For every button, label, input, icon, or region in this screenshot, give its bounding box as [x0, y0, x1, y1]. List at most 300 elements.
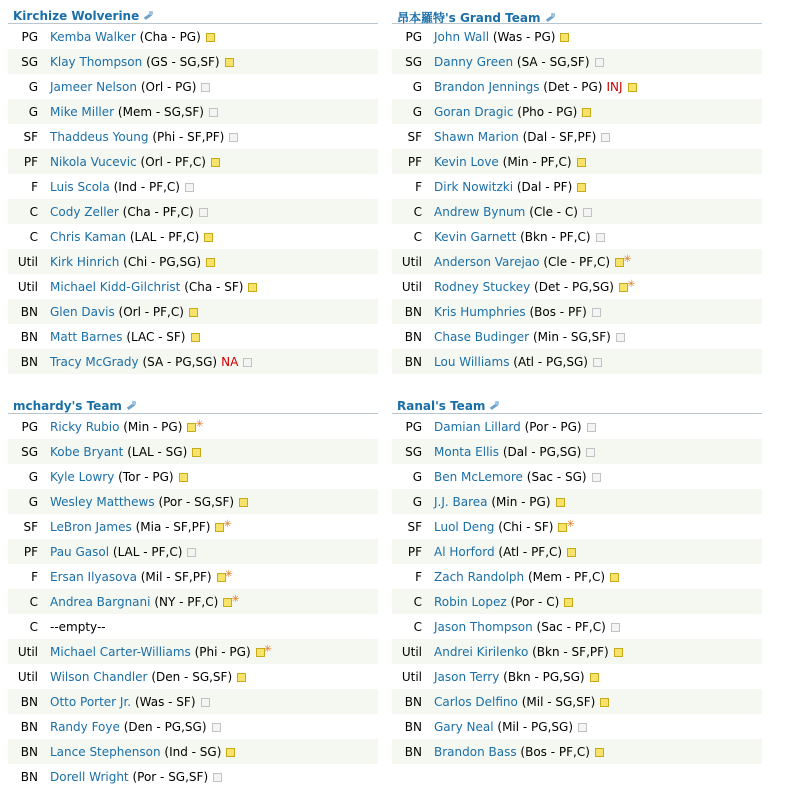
position-label: C: [29, 205, 38, 219]
note-icon[interactable]: [590, 673, 599, 682]
position-label: Util: [401, 670, 422, 684]
player-name-link[interactable]: Zach Randolph: [434, 570, 525, 584]
player-name-link[interactable]: Chris Kaman: [50, 230, 126, 244]
roster-row: [392, 174, 762, 199]
player-team-position: (Atl - PF,C): [498, 545, 563, 559]
note-icon[interactable]: [577, 158, 586, 167]
position-label: BN: [20, 720, 38, 734]
note-icon[interactable]: [206, 33, 215, 42]
roster-row: [392, 274, 762, 299]
roster-row: [8, 74, 378, 99]
player-cell: [434, 230, 605, 244]
player-cell: [50, 470, 188, 484]
player-name-link[interactable]: Cody Zeller: [50, 205, 119, 219]
note-icon[interactable]: [595, 58, 604, 67]
roster-row: [392, 614, 762, 639]
note-icon[interactable]: [206, 258, 215, 267]
player-cell: [50, 55, 234, 69]
player-team-position: (Min - PG): [123, 420, 183, 434]
roster-row: [392, 74, 762, 99]
roster-row: [8, 249, 378, 274]
player-team-position: (Min - PG): [491, 495, 551, 509]
player-cell: [50, 205, 208, 219]
player-team-position: (Cle - PF,C): [543, 255, 611, 269]
position-label: PF: [23, 545, 38, 559]
player-cell: [50, 670, 246, 684]
note-icon[interactable]: [564, 598, 573, 607]
player-cell: [50, 745, 235, 759]
player-name-link[interactable]: Andrea Bargnani: [50, 595, 151, 609]
roster-row: [8, 664, 378, 689]
player-team-position: (Min - SG,SF): [532, 330, 611, 344]
note-icon[interactable]: [567, 548, 576, 557]
player-cell: [50, 180, 194, 194]
player-cell: [434, 720, 587, 734]
new-note-icon[interactable]: [217, 573, 226, 582]
roster-row: [392, 224, 762, 249]
position-label: Util: [17, 670, 38, 684]
player-team-position: (Ind - SG): [164, 745, 222, 759]
note-icon[interactable]: [578, 723, 587, 732]
roster-row: [8, 489, 378, 514]
position-label: PG: [21, 420, 38, 434]
player-cell: [434, 745, 604, 759]
player-team-position: (Bos - PF): [529, 305, 587, 319]
player-name-link[interactable]: Michael Kidd-Gilchrist: [50, 280, 181, 294]
roster-row: [8, 414, 378, 439]
player-name-link[interactable]: Luol Deng: [434, 520, 495, 534]
roster-row: [392, 414, 762, 439]
player-name-link[interactable]: Wilson Chandler: [50, 670, 148, 684]
roster-row: [392, 349, 762, 374]
note-icon[interactable]: [187, 548, 196, 557]
position-label: G: [412, 80, 422, 94]
player-cell: [50, 305, 198, 319]
player-cell: [50, 80, 210, 94]
note-icon[interactable]: [592, 473, 601, 482]
note-icon[interactable]: [248, 283, 257, 292]
position-label: BN: [404, 355, 422, 369]
player-cell: [50, 155, 220, 169]
position-label: G: [412, 470, 422, 484]
player-status: INJ: [606, 80, 623, 94]
note-icon[interactable]: [201, 698, 210, 707]
player-cell: [434, 670, 599, 684]
new-note-icon[interactable]: [215, 523, 224, 532]
new-note-icon[interactable]: [187, 423, 196, 432]
player-team-position: (Bkn - SF,PF): [532, 645, 609, 659]
team-name-link[interactable]: [13, 399, 138, 413]
new-note-icon[interactable]: [558, 523, 567, 532]
player-team-position: (Dal - SF,PF): [522, 130, 597, 144]
player-cell: [50, 620, 106, 634]
note-icon[interactable]: [199, 208, 208, 217]
player-team-position: (Mem - SG,SF): [117, 105, 204, 119]
player-name-link[interactable]: Lance Stephenson: [50, 745, 161, 759]
note-icon[interactable]: [191, 333, 200, 342]
position-label: SG: [21, 445, 38, 459]
player-name-link[interactable]: Nikola Vucevic: [50, 155, 137, 169]
position-label: SF: [407, 130, 422, 144]
position-label: BN: [20, 355, 38, 369]
note-icon[interactable]: [189, 308, 198, 317]
note-icon[interactable]: [209, 108, 218, 117]
player-name-link[interactable]: Anderson Varejao: [434, 255, 540, 269]
roster-row: [8, 49, 378, 74]
edit-icon[interactable]: [143, 11, 155, 21]
note-icon[interactable]: [229, 133, 238, 142]
player-name-link[interactable]: Matt Barnes: [50, 330, 123, 344]
roster-row: [392, 99, 762, 124]
player-team-position: (Was - SF): [134, 695, 196, 709]
player-name-link[interactable]: Kemba Walker: [50, 30, 136, 44]
position-label: Util: [17, 255, 38, 269]
player-name-link[interactable]: Robin Lopez: [434, 595, 507, 609]
roster-row: [8, 739, 378, 764]
note-icon[interactable]: [593, 358, 602, 367]
roster-row: [8, 174, 378, 199]
player-name-link[interactable]: Ben McLemore: [434, 470, 523, 484]
player-cell: [50, 570, 234, 584]
note-icon[interactable]: [577, 183, 586, 192]
position-label: G: [28, 470, 38, 484]
team-panel: [392, 5, 762, 374]
roster-row: [8, 464, 378, 489]
player-name-link[interactable]: Andrew Bynum: [434, 205, 526, 219]
note-icon[interactable]: [556, 498, 565, 507]
roster-row: [8, 199, 378, 224]
player-team-position: (GS - SG,SF): [146, 55, 220, 69]
position-label: F: [31, 570, 38, 584]
note-icon[interactable]: [601, 133, 610, 142]
empty-slot: --empty--: [50, 620, 106, 634]
note-icon[interactable]: [616, 333, 625, 342]
roster-row: [392, 124, 762, 149]
player-name-link[interactable]: Lou Williams: [434, 355, 510, 369]
position-label: G: [28, 495, 38, 509]
player-team-position: (Mem - PF,C): [527, 570, 606, 584]
player-cell: [434, 445, 595, 459]
note-icon[interactable]: [213, 773, 222, 782]
note-icon[interactable]: [586, 448, 595, 457]
note-icon[interactable]: [192, 448, 201, 457]
position-label: C: [29, 620, 38, 634]
position-label: BN: [404, 745, 422, 759]
note-icon[interactable]: [226, 748, 235, 757]
position-label: SG: [405, 55, 422, 69]
team-name-text: 昂本羅特's Grand Team: [397, 11, 541, 25]
player-cell: [50, 30, 215, 44]
roster-row: [8, 274, 378, 299]
roster-row: [392, 464, 762, 489]
player-cell: [434, 570, 619, 584]
position-label: SF: [23, 520, 38, 534]
new-note-icon[interactable]: [619, 283, 628, 292]
player-team-position: (Atl - PG,SG): [513, 355, 588, 369]
player-team-position: (Orl - PF,C): [118, 305, 184, 319]
new-note-icon[interactable]: [256, 648, 265, 657]
player-team-position: (Chi - PG,SG): [123, 255, 202, 269]
roster-row: [8, 349, 378, 374]
position-label: G: [412, 105, 422, 119]
player-team-position: (Den - SG,SF): [151, 670, 233, 684]
player-team-position: (LAL - PF,C): [129, 230, 200, 244]
player-cell: [434, 645, 623, 659]
team-header: [8, 395, 378, 414]
roster-row: [392, 539, 762, 564]
edit-icon[interactable]: [489, 401, 501, 411]
player-name-link[interactable]: Chase Budinger: [434, 330, 530, 344]
player-name-link[interactable]: Kobe Bryant: [50, 445, 124, 459]
player-cell: [434, 205, 592, 219]
player-team-position: (Was - PG): [492, 30, 556, 44]
roster-row: [8, 764, 378, 789]
player-name-link[interactable]: Kevin Love: [434, 155, 499, 169]
note-icon[interactable]: [179, 473, 188, 482]
player-cell: [434, 420, 596, 434]
player-cell: [50, 520, 232, 534]
player-name-link[interactable]: Otto Porter Jr.: [50, 695, 132, 709]
player-team-position: (Chi - SF): [498, 520, 554, 534]
roster-row: [392, 324, 762, 349]
roster-row: [8, 639, 378, 664]
note-icon[interactable]: [237, 673, 246, 682]
note-icon[interactable]: [610, 573, 619, 582]
player-name-link[interactable]: Kevin Garnett: [434, 230, 517, 244]
player-cell: [434, 255, 632, 269]
team-panel: [8, 395, 378, 789]
player-cell: [434, 470, 601, 484]
player-team-position: (Por - SG,SF): [132, 770, 209, 784]
player-name-link[interactable]: Brandon Jennings: [434, 80, 540, 94]
player-team-position: (Tor - PG): [118, 470, 174, 484]
player-name-link[interactable]: Kris Humphries: [434, 305, 526, 319]
player-name-link[interactable]: Jason Thompson: [434, 620, 533, 634]
player-name-link[interactable]: Pau Gasol: [50, 545, 110, 559]
player-cell: [50, 355, 252, 369]
team-name-text: Kirchize Wolverine: [13, 9, 140, 23]
roster-row: [392, 149, 762, 174]
player-name-link[interactable]: Monta Ellis: [434, 445, 500, 459]
position-label: BN: [404, 720, 422, 734]
position-label: F: [415, 180, 422, 194]
roster-row: [392, 489, 762, 514]
player-cell: [50, 720, 221, 734]
player-team-position: (Mia - SF,PF): [135, 520, 211, 534]
player-cell: [50, 495, 248, 509]
player-name-link[interactable]: Klay Thompson: [50, 55, 143, 69]
player-team-position: (Ind - PF,C): [113, 180, 180, 194]
team-header: [392, 5, 762, 24]
note-icon[interactable]: [600, 698, 609, 707]
note-icon[interactable]: [596, 233, 605, 242]
position-label: SG: [405, 445, 422, 459]
team-name-link[interactable]: [13, 9, 155, 23]
player-name-link[interactable]: LeBron James: [50, 520, 132, 534]
player-name-link[interactable]: Brandon Bass: [434, 745, 517, 759]
player-name-link[interactable]: Thaddeus Young: [50, 130, 149, 144]
player-name-link[interactable]: Jameer Nelson: [50, 80, 137, 94]
player-cell: [434, 330, 625, 344]
player-name-link[interactable]: Michael Carter-Williams: [50, 645, 191, 659]
note-icon[interactable]: [204, 233, 213, 242]
player-name-link[interactable]: Goran Dragic: [434, 105, 514, 119]
player-team-position: (Orl - PF,C): [140, 155, 206, 169]
position-label: BN: [404, 305, 422, 319]
player-name-link[interactable]: Ricky Rubio: [50, 420, 120, 434]
roster-row: [8, 24, 378, 49]
roster-row: [8, 439, 378, 464]
player-team-position: (Bos - PF,C): [520, 745, 590, 759]
position-label: C: [413, 205, 422, 219]
team-header: [392, 395, 762, 414]
position-label: Util: [401, 645, 422, 659]
player-cell: [50, 280, 257, 294]
note-icon[interactable]: [243, 358, 252, 367]
position-label: G: [28, 105, 38, 119]
roster-row: [392, 664, 762, 689]
player-name-link[interactable]: John Wall: [434, 30, 490, 44]
position-label: Util: [401, 255, 422, 269]
position-label: BN: [20, 745, 38, 759]
position-label: PG: [405, 420, 422, 434]
player-cell: [434, 105, 591, 119]
position-label: PF: [407, 155, 422, 169]
player-team-position: (LAL - PF,C): [112, 545, 183, 559]
position-label: PG: [21, 30, 38, 44]
player-name-link[interactable]: Ersan Ilyasova: [50, 570, 137, 584]
note-icon[interactable]: [614, 648, 623, 657]
note-icon[interactable]: [583, 208, 592, 217]
player-name-link[interactable]: Al Horford: [434, 545, 495, 559]
note-icon[interactable]: [225, 58, 234, 67]
player-name-link[interactable]: Kyle Lowry: [50, 470, 115, 484]
player-cell: [434, 305, 601, 319]
player-cell: [434, 30, 569, 44]
player-team-position: (Orl - PG): [140, 80, 197, 94]
player-team-position: (Sac - PF,C): [536, 620, 606, 634]
player-name-link[interactable]: Damian Lillard: [434, 420, 521, 434]
player-name-link[interactable]: Randy Foye: [50, 720, 120, 734]
player-cell: [50, 330, 200, 344]
roster-row: [392, 564, 762, 589]
player-team-position: (NY - PF,C): [154, 595, 219, 609]
player-name-link[interactable]: Gary Neal: [434, 720, 494, 734]
note-icon[interactable]: [628, 83, 637, 92]
roster-row: [8, 299, 378, 324]
roster-row: [392, 49, 762, 74]
player-cell: [434, 595, 573, 609]
roster-row: [8, 149, 378, 174]
player-name-link[interactable]: Tracy McGrady: [50, 355, 139, 369]
player-name-link[interactable]: Andrei Kirilenko: [434, 645, 529, 659]
player-name-link[interactable]: Luis Scola: [50, 180, 110, 194]
player-team-position: (Mil - SG,SF): [521, 695, 596, 709]
player-name-link[interactable]: Rodney Stuckey: [434, 280, 531, 294]
player-team-position: (Bkn - PF,C): [520, 230, 591, 244]
new-note-icon[interactable]: [615, 258, 624, 267]
roster-row: [8, 514, 378, 539]
roster-row: [8, 124, 378, 149]
note-icon[interactable]: [611, 623, 620, 632]
player-cell: [434, 695, 609, 709]
team-name-text: Ranal's Team: [397, 399, 486, 413]
player-team-position: (Dal - PF): [516, 180, 573, 194]
note-icon[interactable]: [595, 748, 604, 757]
note-icon[interactable]: [582, 108, 591, 117]
team-name-link[interactable]: [397, 399, 501, 413]
player-cell: [434, 155, 586, 169]
position-label: BN: [20, 770, 38, 784]
note-icon[interactable]: [185, 183, 194, 192]
position-label: C: [413, 230, 422, 244]
player-name-link[interactable]: Dirk Nowitzki: [434, 180, 514, 194]
roster-row: [392, 299, 762, 324]
position-label: Util: [17, 280, 38, 294]
player-name-link[interactable]: Wesley Matthews: [50, 495, 155, 509]
player-name-link[interactable]: Danny Green: [434, 55, 514, 69]
roster-row: [8, 589, 378, 614]
edit-icon[interactable]: [126, 401, 138, 411]
player-cell: [434, 545, 576, 559]
player-team-position: (Dal - PG,SG): [502, 445, 582, 459]
player-team-position: (Cle - C): [529, 205, 578, 219]
note-icon[interactable]: [592, 308, 601, 317]
player-team-position: (Cha - SF): [184, 280, 244, 294]
note-icon[interactable]: [560, 33, 569, 42]
player-name-link[interactable]: Mike Miller: [50, 105, 115, 119]
roster-row: [8, 614, 378, 639]
player-cell: [434, 130, 610, 144]
position-label: Util: [401, 280, 422, 294]
player-name-link[interactable]: Jason Terry: [434, 670, 500, 684]
position-label: SG: [21, 55, 38, 69]
roster-row: [392, 739, 762, 764]
position-label: C: [29, 595, 38, 609]
player-cell: [50, 695, 210, 709]
note-icon[interactable]: [211, 158, 220, 167]
player-cell: [434, 355, 602, 369]
position-label: BN: [20, 330, 38, 344]
position-label: C: [29, 230, 38, 244]
note-icon[interactable]: [587, 423, 596, 432]
player-name-link[interactable]: Shawn Marion: [434, 130, 519, 144]
position-label: BN: [20, 695, 38, 709]
player-cell: [434, 520, 575, 534]
note-icon[interactable]: [201, 83, 210, 92]
edit-icon[interactable]: [545, 13, 557, 23]
new-note-icon[interactable]: [223, 598, 232, 607]
note-icon[interactable]: [212, 723, 221, 732]
roster-row: [392, 714, 762, 739]
player-name-link[interactable]: Kirk Hinrich: [50, 255, 120, 269]
position-label: C: [413, 620, 422, 634]
note-icon[interactable]: [239, 498, 248, 507]
player-team-position: (Phi - PG): [194, 645, 251, 659]
player-name-link[interactable]: J.J. Barea: [434, 495, 488, 509]
player-team-position: (Por - C): [510, 595, 560, 609]
player-cell: [50, 255, 215, 269]
player-cell: [50, 445, 201, 459]
player-cell: [50, 595, 240, 609]
roster-row: [8, 99, 378, 124]
position-label: Util: [17, 645, 38, 659]
player-name-link[interactable]: Carlos Delfino: [434, 695, 518, 709]
player-team-position: (Por - PG): [524, 420, 582, 434]
player-name-link[interactable]: Dorell Wright: [50, 770, 129, 784]
player-cell: [50, 420, 204, 434]
player-name-link[interactable]: Glen Davis: [50, 305, 115, 319]
